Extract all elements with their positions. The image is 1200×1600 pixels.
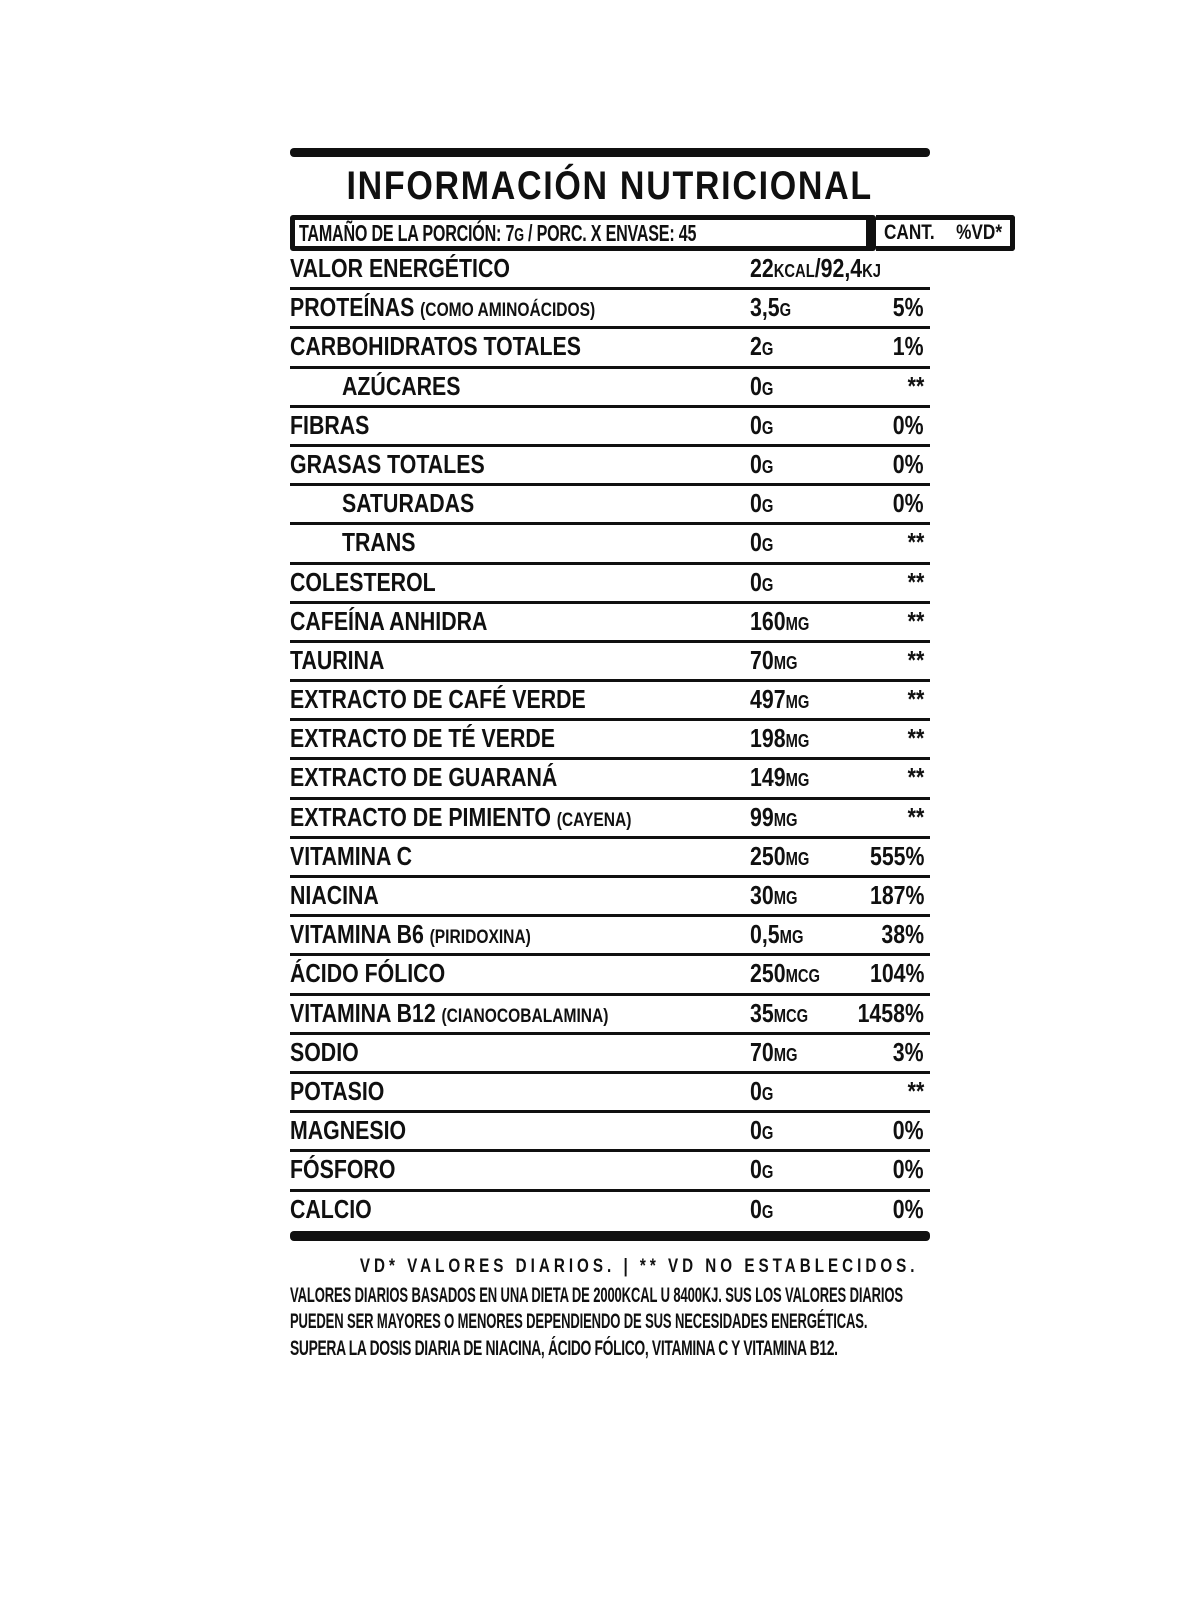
row-daily-value: 0%: [893, 409, 924, 440]
footnote-daily-values: VD* VALORES DIARIOS. | ** VD NO ESTABLECIDOS.: [359, 1255, 919, 1277]
bottom-rule-bar: [290, 1231, 930, 1241]
row-amount: 0G: [750, 527, 774, 558]
table-row: [290, 408, 930, 447]
table-row: [290, 290, 930, 329]
row-label: FÓSFORO: [290, 1154, 396, 1185]
row-amount: 250MCG: [750, 958, 821, 989]
row-amount: 22KCAL/92,4KJ: [750, 253, 882, 283]
footnote-row: [290, 1254, 930, 1281]
row-daily-value: **: [907, 801, 924, 832]
row-amount: 497MG: [750, 684, 810, 715]
table-row: [290, 525, 930, 564]
row-label: AZÚCARES: [342, 370, 461, 401]
row-daily-value: 0%: [893, 488, 924, 519]
nutrition-label: [290, 148, 1003, 1362]
row-amount: 160MG: [750, 605, 810, 636]
label-header: [290, 157, 930, 215]
row-label: TRANS: [342, 527, 416, 558]
dv-column-header: %VD*: [956, 221, 1003, 244]
row-daily-value: **: [907, 370, 924, 401]
row-amount: 198MG: [750, 723, 810, 754]
table-row: [290, 996, 930, 1035]
row-label: EXTRACTO DE CAFÉ VERDE: [290, 684, 586, 715]
row-daily-value: 0%: [893, 1193, 924, 1224]
row-daily-value: 1458%: [857, 997, 924, 1028]
row-amount: 0G: [750, 448, 774, 479]
row-amount: 0G: [750, 370, 774, 401]
table-row: [290, 369, 930, 408]
table-row: [290, 486, 930, 525]
row-amount: 0G: [750, 488, 774, 519]
serving-size-text: TAMAÑO DE LA PORCIÓN: 7G / PORC. X ENVASE: 45: [299, 219, 697, 246]
row-amount: 35MCG: [750, 997, 809, 1028]
amount-column-header: CANT.: [884, 221, 936, 244]
row-daily-value: **: [907, 762, 924, 793]
row-label: VITAMINA B12 (CIANOCOBALAMINA): [290, 997, 609, 1028]
row-daily-value: 0%: [893, 448, 924, 479]
row-label: NIACINA: [290, 880, 379, 910]
top-rule-bar: [290, 148, 930, 157]
table-row: [290, 604, 930, 643]
row-daily-value: 104%: [869, 958, 924, 989]
footnote-diet-basis: VALORES DIARIOS BASADOS EN UNA DIETA DE 2000KCAL U 8400KJ. SUS LOS VALORES DIARIOS PUEDEN SER MAYORES O MENORES DEPENDIENDO DE SUS NECESIDADES ENERGÉTICAS.: [290, 1283, 903, 1333]
table-row: [290, 760, 930, 799]
row-daily-value: **: [907, 723, 924, 754]
row-amount: 0G: [750, 1075, 774, 1106]
row-label: EXTRACTO DE TÉ VERDE: [290, 723, 555, 754]
table-row: [290, 839, 930, 878]
table-row: [290, 956, 930, 995]
row-amount: 0G: [750, 566, 774, 597]
row-amount: 30MG: [750, 880, 798, 910]
row-label: SODIO: [290, 1036, 359, 1067]
row-label: CALCIO: [290, 1193, 372, 1224]
row-label: EXTRACTO DE PIMIENTO (CAYENA): [290, 801, 632, 832]
table-row: [290, 721, 930, 760]
row-label: MAGNESIO: [290, 1115, 407, 1146]
row-amount: 0G: [750, 1154, 774, 1185]
table-row: [290, 329, 930, 368]
row-label: SATURADAS: [342, 488, 475, 519]
row-amount: 0,5MG: [750, 919, 804, 950]
row-daily-value: 5%: [893, 292, 924, 323]
table-row: [290, 1192, 930, 1231]
serving-size-row: [290, 215, 1003, 251]
row-daily-value: 3%: [893, 1036, 924, 1067]
table-row: [290, 643, 930, 682]
row-daily-value: **: [907, 684, 924, 715]
row-daily-value: 187%: [869, 880, 924, 910]
row-amount: 70MG: [750, 1036, 798, 1067]
row-daily-value: **: [907, 1075, 924, 1106]
row-daily-value: 555%: [869, 840, 924, 871]
row-amount: 3,5G: [750, 292, 792, 323]
table-row: [290, 682, 930, 721]
row-label: VITAMINA B6 (PIRIDOXINA): [290, 919, 531, 950]
page-title: INFORMACIÓN NUTRICIONAL: [346, 164, 874, 208]
nutrient-rows: [290, 251, 930, 1231]
column-headers-box: [876, 215, 1015, 251]
row-label: PROTEÍNAS (COMO AMINOÁCIDOS): [290, 292, 596, 323]
row-daily-value: 1%: [893, 331, 924, 362]
row-amount: 0G: [750, 1115, 774, 1146]
row-label: VALOR ENERGÉTICO: [290, 253, 510, 283]
table-row: [290, 1074, 930, 1113]
row-amount: 0G: [750, 1193, 774, 1224]
row-daily-value: 38%: [881, 919, 924, 950]
table-row: [290, 447, 930, 486]
row-amount: 149MG: [750, 762, 810, 793]
row-amount: 250MG: [750, 840, 810, 871]
row-daily-value: **: [907, 566, 924, 597]
table-row: [290, 1035, 930, 1074]
footnote-overdose-warning: SUPERA LA DOSIS DIARIA DE NIACINA, ÁCIDO FÓLICO, VITAMINA C Y VITAMINA B12.: [290, 1336, 838, 1360]
row-label: VITAMINA C: [290, 840, 412, 871]
row-label: FIBRAS: [290, 409, 370, 440]
table-row: [290, 1113, 930, 1152]
table-row: [290, 800, 930, 839]
table-row: [290, 917, 930, 956]
row-daily-value: **: [907, 644, 924, 675]
row-label: POTASIO: [290, 1075, 385, 1106]
table-row: [290, 1152, 930, 1191]
row-label: GRASAS TOTALES: [290, 448, 485, 479]
row-daily-value: **: [907, 527, 924, 558]
table-row: [290, 565, 930, 604]
row-amount: 2G: [750, 331, 774, 362]
row-label: COLESTEROL: [290, 566, 436, 597]
row-daily-value: **: [907, 605, 924, 636]
row-daily-value: 0%: [893, 1115, 924, 1146]
row-label: CARBOHIDRATOS TOTALES: [290, 331, 581, 362]
table-row: [290, 878, 930, 917]
row-label: CAFEÍNA ANHIDRA: [290, 605, 488, 636]
table-row: [290, 251, 930, 290]
row-label: TAURINA: [290, 644, 385, 675]
row-daily-value: 0%: [893, 1154, 924, 1185]
row-label: EXTRACTO DE GUARANÁ: [290, 762, 558, 793]
row-amount: 0G: [750, 409, 774, 440]
serving-size-box: [290, 215, 876, 251]
row-label: ÁCIDO FÓLICO: [290, 958, 446, 989]
row-amount: 99MG: [750, 801, 798, 832]
row-amount: 70MG: [750, 644, 798, 675]
